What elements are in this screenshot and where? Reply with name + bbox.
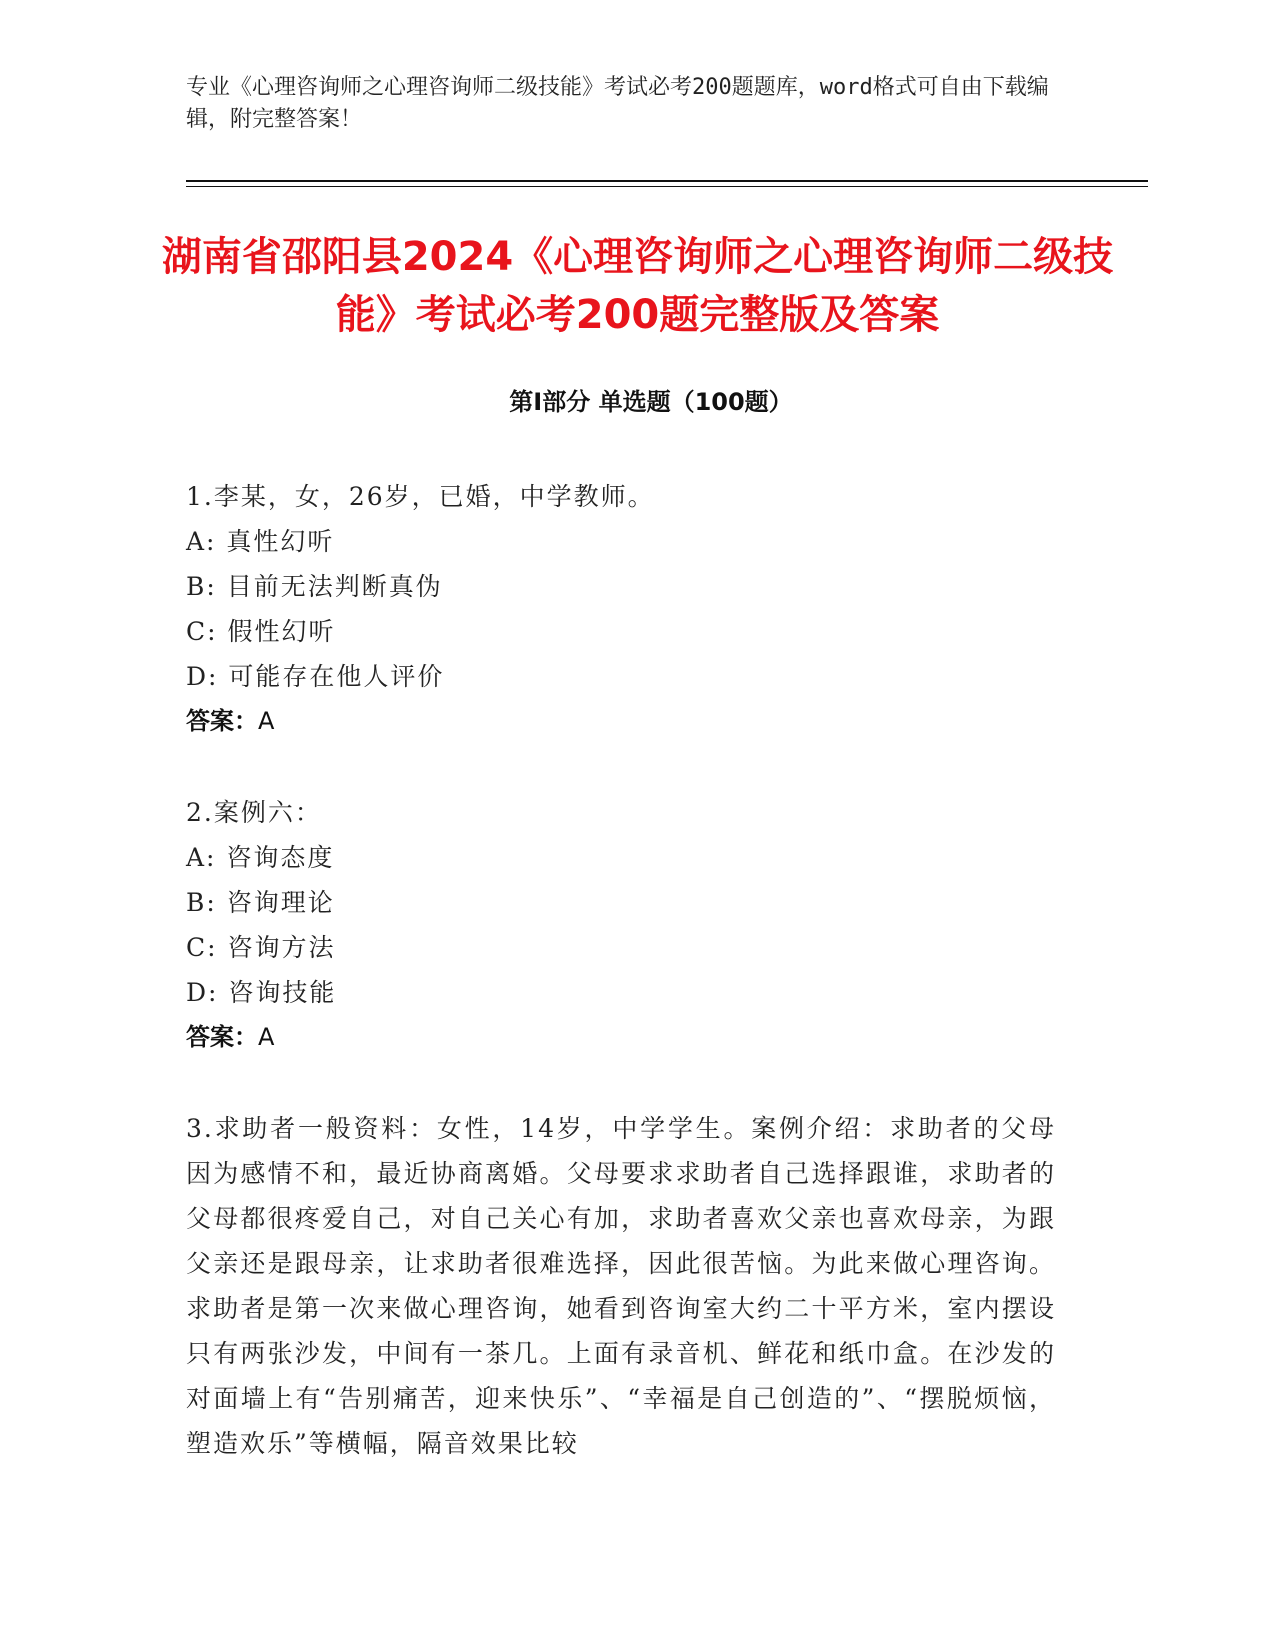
option-c: C: 咨询方法 xyxy=(186,933,336,962)
section-title: 第Ⅰ部分 单选题（100题） xyxy=(509,388,793,416)
question-stem: 1.李某，女，26岁，已婚，中学教师。 xyxy=(186,482,655,511)
header-note: 专业《心理咨询师之心理咨询师二级技能》考试必考200题题库，word格式可自由下载编辑，附完整答案！ xyxy=(186,75,1049,132)
answer xyxy=(186,1015,1056,1060)
answer-value: A xyxy=(258,1023,275,1051)
option-a: A: 真性幻听 xyxy=(186,527,335,556)
question-stem: 3.求助者一般资料：女性，14岁，中学学生。案例介绍：求助者的父母因为感情不和，最近协商离婚。父母要求求助者自己选择跟谁，求助者的父母都很疼爱自己，对自己关心有加，求助者喜欢父亲也喜欢母亲，为跟父亲还是跟母亲，让求助者很难选择，因此很苦恼。为此来做心理咨询。求助者是第一次来做心理咨询，她看到咨询室大约二十平方米，室内摆设只有两张沙发，中间有一茶几。上面有录音机、鲜花和纸巾盒。在沙发的对面墙上有“告别痛苦，迎来快乐”、“幸福是自己创造的”、“摆脱烦恼，塑造欢乐”等横幅，隔音效果比较 xyxy=(186,1114,1056,1458)
question-1 xyxy=(186,474,1056,744)
answer xyxy=(186,699,1056,744)
header-rule-thick xyxy=(186,180,1148,182)
option-d: D: 可能存在他人评价 xyxy=(186,662,445,691)
answer-label: 答案： xyxy=(186,1023,258,1051)
option-b: B: 咨询理论 xyxy=(186,888,335,917)
question-3 xyxy=(186,1106,1056,1466)
option-b: B: 目前无法判断真伪 xyxy=(186,572,443,601)
answer-value: A xyxy=(258,707,275,735)
header-rule-thin xyxy=(186,186,1148,187)
question-stem: 2.案例六： xyxy=(186,798,322,827)
option-c: C: 假性幻听 xyxy=(186,617,336,646)
answer-label: 答案： xyxy=(186,707,258,735)
document-title: 湖南省邵阳县2024《心理咨询师之心理咨询师二级技能》考试必考200题完整版及答案 xyxy=(161,234,1114,338)
option-d: D: 咨询技能 xyxy=(186,978,337,1007)
question-list xyxy=(186,474,1056,1512)
question-2 xyxy=(186,790,1056,1060)
option-a: A: 咨询态度 xyxy=(186,843,335,872)
